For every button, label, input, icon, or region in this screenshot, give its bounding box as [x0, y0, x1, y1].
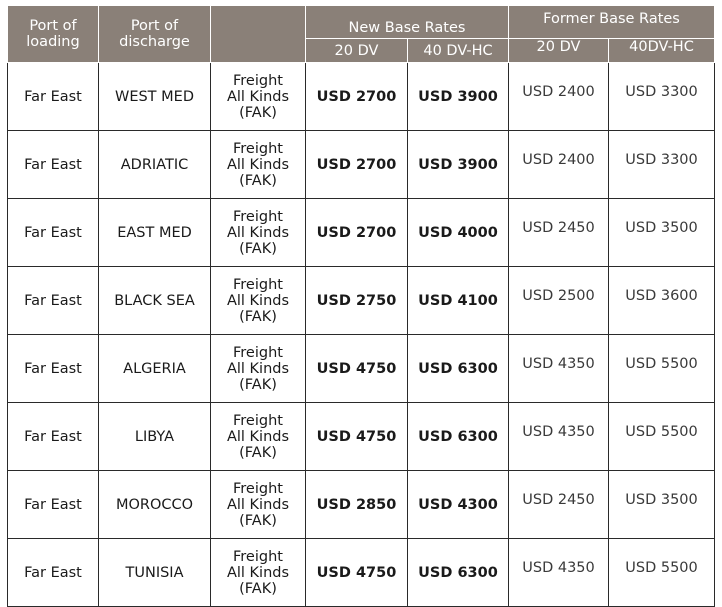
cell-new-20dv-text: USD 2700	[316, 88, 397, 105]
cell-former-20dv-text: USD 2500	[522, 287, 595, 304]
cell-former-40dvhc	[609, 267, 715, 335]
cell-port-of-loading-text: Far East	[24, 292, 82, 309]
cell-former-40dvhc	[609, 199, 715, 267]
cell-new-20dv	[306, 267, 408, 335]
cell-former-40dvhc-text: USD 5500	[625, 559, 698, 576]
cell-former-20dv	[509, 403, 609, 471]
cell-cargo-text: Freight All Kinds (FAK)	[226, 208, 290, 257]
cell-former-20dv-text: USD 4350	[522, 423, 595, 440]
header-cargo	[211, 6, 306, 63]
cell-new-40dvhc-text: USD 6300	[418, 564, 498, 581]
header-former-40dvhc	[609, 39, 715, 63]
cell-new-20dv-text: USD 2700	[316, 224, 397, 241]
cell-cargo	[211, 403, 306, 471]
cell-port-of-loading-text: Far East	[24, 428, 82, 445]
cell-former-20dv	[509, 199, 609, 267]
rate-table	[7, 5, 715, 607]
header-former-base-rates	[509, 6, 715, 39]
cell-new-20dv	[306, 471, 408, 539]
cell-port-of-discharge	[99, 63, 211, 131]
cell-cargo-text: Freight All Kinds (FAK)	[226, 140, 290, 189]
cell-port-of-loading-text: Far East	[24, 88, 82, 105]
cell-former-20dv	[509, 267, 609, 335]
cell-port-of-loading	[8, 131, 99, 199]
header-new-base-rates-label: New Base Rates	[348, 20, 466, 36]
cell-new-20dv	[306, 199, 408, 267]
header-port-of-loading	[8, 6, 99, 63]
cell-port-of-loading	[8, 267, 99, 335]
cell-former-20dv-text: USD 4350	[522, 355, 595, 372]
table-row	[8, 131, 715, 199]
header-former-20dv	[509, 39, 609, 63]
cell-cargo	[211, 539, 306, 607]
table-body	[8, 63, 715, 607]
cell-cargo	[211, 131, 306, 199]
cell-former-40dvhc-text: USD 5500	[625, 423, 698, 440]
header-new-20dv	[306, 39, 408, 63]
cell-port-of-discharge-text: ADRIATIC	[120, 156, 189, 173]
cell-former-40dvhc	[609, 63, 715, 131]
cell-former-40dvhc-text: USD 3300	[625, 151, 698, 168]
cell-new-20dv	[306, 539, 408, 607]
cell-port-of-loading	[8, 471, 99, 539]
cell-former-40dvhc	[609, 335, 715, 403]
header-former-40dvhc-label: 40DV-HC	[629, 39, 694, 55]
cell-former-20dv-text: USD 2450	[522, 219, 595, 236]
cell-port-of-discharge-text: BLACK SEA	[114, 292, 195, 309]
table-row	[8, 539, 715, 607]
cell-port-of-discharge-text: LIBYA	[134, 428, 175, 445]
cell-new-40dvhc	[408, 199, 509, 267]
header-new-40dvhc	[408, 39, 509, 63]
cell-port-of-discharge	[99, 471, 211, 539]
table-row	[8, 403, 715, 471]
cell-cargo-text: Freight All Kinds (FAK)	[226, 72, 290, 121]
cell-former-20dv-text: USD 2400	[522, 83, 595, 100]
cell-new-40dvhc-text: USD 3900	[418, 88, 498, 105]
cell-port-of-loading	[8, 63, 99, 131]
cell-port-of-loading-text: Far East	[24, 156, 82, 173]
header-port-of-loading-label: Port of loading	[26, 18, 80, 50]
cell-cargo-text: Freight All Kinds (FAK)	[226, 548, 290, 597]
cell-port-of-discharge-text: MOROCCO	[115, 496, 194, 513]
cell-new-20dv-text: USD 2850	[316, 496, 397, 513]
cell-former-40dvhc-text: USD 3300	[625, 83, 698, 100]
cell-cargo-text: Freight All Kinds (FAK)	[226, 480, 290, 529]
cell-port-of-discharge	[99, 539, 211, 607]
table-row	[8, 335, 715, 403]
header-new-40dvhc-label: 40 DV-HC	[423, 42, 493, 59]
cell-port-of-discharge-text: WEST MED	[114, 88, 194, 105]
cell-port-of-loading	[8, 403, 99, 471]
cell-new-40dvhc	[408, 539, 509, 607]
table-row	[8, 199, 715, 267]
header-former-20dv-label: 20 DV	[536, 39, 581, 55]
cell-cargo-text: Freight All Kinds (FAK)	[226, 412, 290, 461]
table-row	[8, 63, 715, 131]
cell-cargo-text: Freight All Kinds (FAK)	[226, 276, 290, 325]
cell-former-20dv	[509, 471, 609, 539]
cell-new-40dvhc	[408, 471, 509, 539]
header-port-of-discharge-label: Port of discharge	[119, 18, 190, 50]
cell-port-of-loading	[8, 539, 99, 607]
cell-port-of-discharge-text: EAST MED	[117, 224, 192, 241]
header-new-20dv-label: 20 DV	[334, 42, 379, 59]
table-row	[8, 471, 715, 539]
cell-new-20dv-text: USD 4750	[316, 360, 397, 377]
cell-port-of-loading	[8, 335, 99, 403]
cell-port-of-loading-text: Far East	[24, 564, 82, 581]
table-header	[8, 6, 715, 63]
cell-cargo	[211, 471, 306, 539]
cell-new-20dv	[306, 403, 408, 471]
cell-former-20dv	[509, 539, 609, 607]
cell-former-40dvhc-text: USD 3500	[625, 491, 698, 508]
cell-former-40dvhc-text: USD 5500	[625, 355, 698, 372]
cell-port-of-loading-text: Far East	[24, 496, 82, 513]
cell-new-40dvhc	[408, 403, 509, 471]
cell-port-of-discharge	[99, 335, 211, 403]
cell-port-of-discharge	[99, 403, 211, 471]
cell-port-of-loading-text: Far East	[24, 360, 82, 377]
cell-port-of-discharge	[99, 199, 211, 267]
cell-new-20dv	[306, 63, 408, 131]
cell-former-40dvhc	[609, 131, 715, 199]
cell-former-40dvhc	[609, 539, 715, 607]
cell-new-40dvhc-text: USD 6300	[418, 428, 498, 445]
cell-former-40dvhc	[609, 403, 715, 471]
cell-port-of-discharge-text: TUNISIA	[125, 564, 184, 581]
cell-cargo	[211, 63, 306, 131]
cell-former-20dv	[509, 63, 609, 131]
cell-new-40dvhc	[408, 131, 509, 199]
cell-new-40dvhc	[408, 335, 509, 403]
cell-port-of-discharge	[99, 131, 211, 199]
cell-cargo	[211, 199, 306, 267]
header-new-base-rates	[306, 6, 509, 39]
header-port-of-discharge	[99, 6, 211, 63]
cell-new-20dv-text: USD 2750	[316, 292, 397, 309]
table-row	[8, 267, 715, 335]
cell-cargo	[211, 335, 306, 403]
cell-former-40dvhc-text: USD 3500	[625, 219, 698, 236]
cell-new-40dvhc-text: USD 4300	[418, 496, 498, 513]
cell-former-40dvhc	[609, 471, 715, 539]
cell-cargo-text: Freight All Kinds (FAK)	[226, 344, 290, 393]
cell-former-20dv-text: USD 4350	[522, 559, 595, 576]
cell-new-40dvhc	[408, 267, 509, 335]
cell-former-20dv-text: USD 2450	[522, 491, 595, 508]
cell-port-of-loading	[8, 199, 99, 267]
cell-former-20dv	[509, 335, 609, 403]
cell-former-20dv	[509, 131, 609, 199]
cell-new-40dvhc-text: USD 6300	[418, 360, 498, 377]
cell-new-40dvhc-text: USD 3900	[418, 156, 498, 173]
cell-new-20dv-text: USD 2700	[316, 156, 397, 173]
cell-new-40dvhc-text: USD 4100	[418, 292, 498, 309]
cell-former-20dv-text: USD 2400	[522, 151, 595, 168]
cell-new-20dv-text: USD 4750	[316, 428, 397, 445]
cell-port-of-loading-text: Far East	[24, 224, 82, 241]
cell-new-40dvhc-text: USD 4000	[418, 224, 498, 241]
cell-port-of-discharge	[99, 267, 211, 335]
cell-new-20dv-text: USD 4750	[316, 564, 397, 581]
cell-former-40dvhc-text: USD 3600	[625, 287, 698, 304]
cell-new-20dv	[306, 131, 408, 199]
header-former-base-rates-label: Former Base Rates	[543, 11, 680, 27]
cell-new-20dv	[306, 335, 408, 403]
cell-new-40dvhc	[408, 63, 509, 131]
cell-port-of-discharge-text: ALGERIA	[123, 360, 186, 377]
cell-cargo	[211, 267, 306, 335]
